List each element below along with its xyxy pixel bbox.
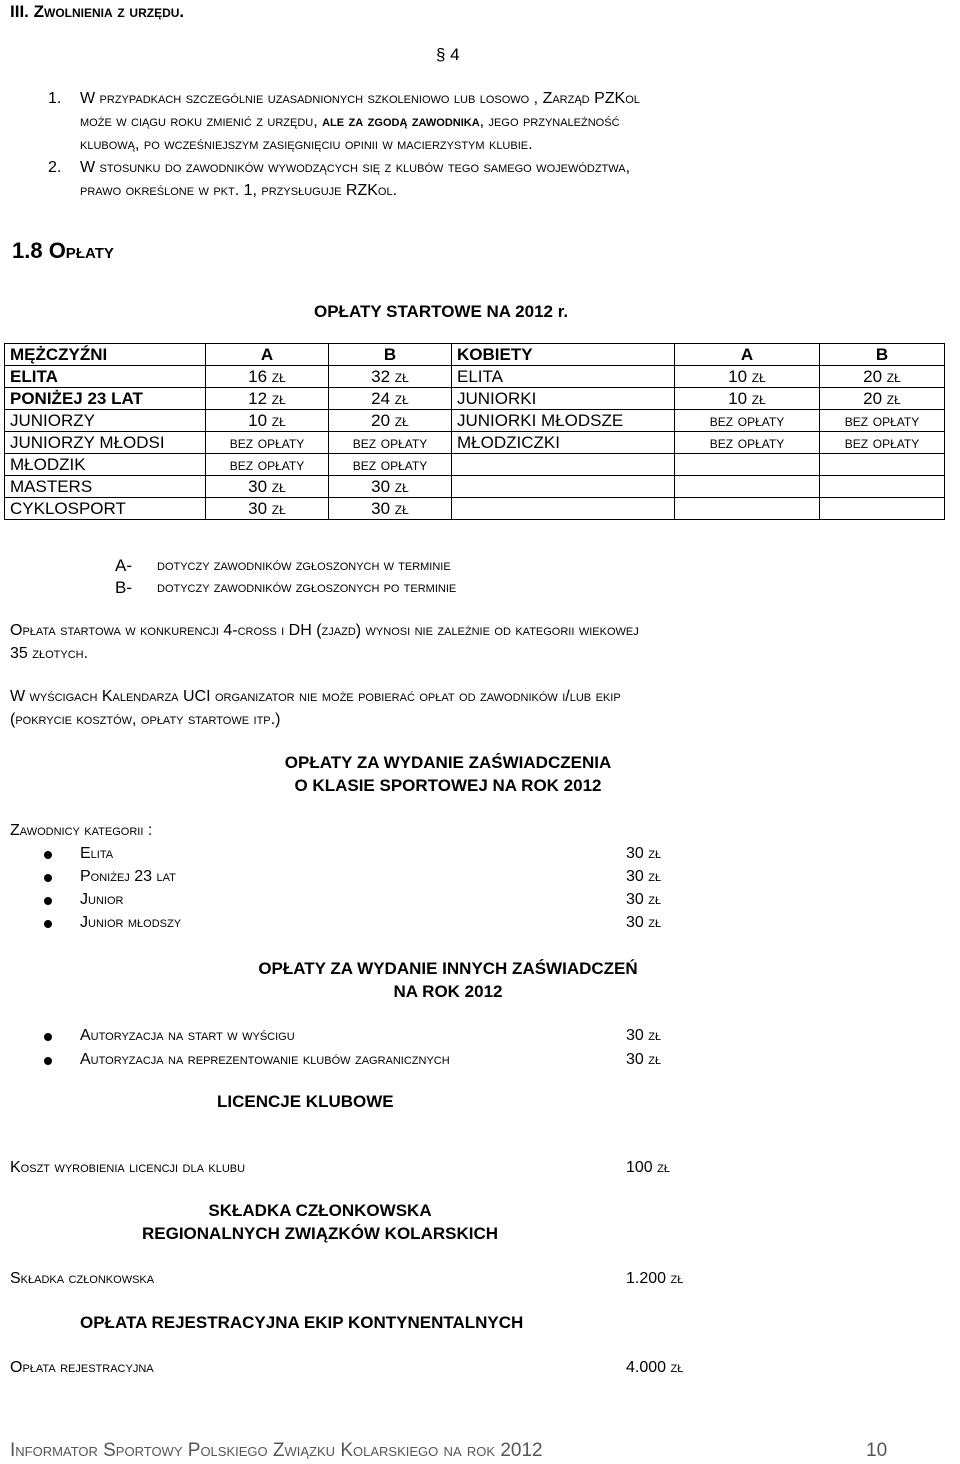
- header-men-a: A: [206, 344, 329, 366]
- table-cell: 30 zł: [206, 476, 329, 498]
- other-item-label: Autoryzacja na reprezentowanie klubów zagranicznych: [80, 1051, 450, 1068]
- table-cell: 30 zł: [329, 498, 452, 520]
- table-cell: PONIŻEJ 23 LAT: [5, 388, 206, 410]
- table-cell: bez opłaty: [329, 432, 452, 454]
- cert-item-label: Poniżej 23 lat: [80, 868, 176, 885]
- licence-price: 100 zł: [626, 1159, 670, 1176]
- table-row: [5, 498, 945, 520]
- table-cell: [675, 476, 820, 498]
- legend-text-b: dotyczy zawodników zgłoszonych po terminie: [157, 579, 457, 596]
- footer-text: Informator Sportowy Polskiego Związku Kolarskiego na rok 2012: [10, 1440, 543, 1461]
- table-cell: [675, 498, 820, 520]
- membership-label: Składka członkowska: [10, 1270, 155, 1287]
- section-heading: III. Zwolnienia z urzędu.: [10, 2, 185, 21]
- page-number: 10: [866, 1440, 888, 1461]
- header-men: MĘŻCZYŹNI: [5, 344, 206, 366]
- table-cell: 20 zł: [820, 388, 945, 410]
- cert-item-label: Junior młodszy: [80, 914, 182, 931]
- table-cell: 32 zł: [329, 366, 452, 388]
- table-cell: [452, 454, 675, 476]
- note-uci-line-2: (pokrycie kosztów, opłaty startowe itp.): [10, 711, 281, 728]
- table-cell: [820, 498, 945, 520]
- cert-item-price: 30 zł: [626, 891, 662, 908]
- other-item-label: Autoryzacja na start w wyścigu: [80, 1027, 295, 1044]
- header-women-a: A: [675, 344, 820, 366]
- table-cell: bez opłaty: [206, 454, 329, 476]
- fees-title: OPŁATY STARTOWE NA 2012 r.: [314, 302, 569, 321]
- cert-item-label: Junior: [80, 891, 124, 908]
- table-cell: 24 zł: [329, 388, 452, 410]
- cert-title-line-1: OPŁATY ZA WYDANIE ZAŚWIADCZENIA: [284, 753, 612, 772]
- licence-label: Koszt wyrobienia licencji dla klubu: [10, 1159, 246, 1176]
- table-cell: bez opłaty: [675, 410, 820, 432]
- point-1-line-1: W przypadkach szczególnie uzasadnionych szkoleniowo lub losowo , Zarząd PZKol: [80, 90, 640, 107]
- table-cell: CYKLOSPORT: [5, 498, 206, 520]
- table-row: [5, 454, 945, 476]
- legend-key-a: A-: [115, 556, 132, 575]
- bullet-icon: [44, 1033, 52, 1041]
- cert-item-price: 30 zł: [626, 914, 662, 931]
- table-cell: MASTERS: [5, 476, 206, 498]
- other-item-price: 30 zł: [626, 1051, 662, 1068]
- cert-item-price: 30 zł: [626, 845, 662, 862]
- header-women-b: B: [820, 344, 945, 366]
- table-cell: MŁODZICZKI: [452, 432, 675, 454]
- note-4cross-line-2: 35 złotych.: [10, 645, 89, 662]
- header-men-b: B: [329, 344, 452, 366]
- point-1-line-3: klubową, po wcześniejszym zasięgnięciu opinii w macierzystym klubie.: [80, 136, 533, 153]
- bullet-icon: [44, 851, 52, 859]
- header-women: KOBIETY: [452, 344, 675, 366]
- table-cell: [820, 454, 945, 476]
- point-1-line-2-end: , jego przynależność: [479, 113, 620, 130]
- table-cell: 10 zł: [675, 366, 820, 388]
- point-1-line-2-bold: ale za zgodą zawodnika: [322, 113, 480, 130]
- point-1-number: 1.: [48, 90, 62, 107]
- membership-title-line-1: SKŁADKA CZŁONKOWSKA: [208, 1201, 432, 1220]
- table-row: [5, 388, 945, 410]
- table-row: [5, 476, 945, 498]
- other-title-line-2: NA ROK 2012: [393, 982, 503, 1001]
- table-cell: 20 zł: [329, 410, 452, 432]
- table-cell: 30 zł: [206, 498, 329, 520]
- table-cell: 12 zł: [206, 388, 329, 410]
- table-cell: 10 zł: [675, 388, 820, 410]
- table-cell: MŁODZIK: [5, 454, 206, 476]
- table-cell: [820, 476, 945, 498]
- point-1-line-2-start: może w ciągu roku zmienić z urzędu,: [80, 113, 323, 130]
- bullet-icon: [44, 897, 52, 905]
- point-2-number: 2.: [48, 159, 62, 176]
- cert-item-label: Elita: [80, 845, 114, 862]
- table-cell: 30 zł: [329, 476, 452, 498]
- legend-key-b: B-: [115, 578, 132, 597]
- table-row: [5, 432, 945, 454]
- table-cell: bez opłaty: [329, 454, 452, 476]
- table-cell: 16 zł: [206, 366, 329, 388]
- registration-label: Opłata rejestracyjna: [10, 1359, 154, 1376]
- table-cell: bez opłaty: [675, 432, 820, 454]
- bullet-icon: [44, 920, 52, 928]
- licence-title: LICENCJE KLUBOWE: [217, 1092, 394, 1111]
- point-1-line-2: [80, 113, 620, 131]
- table-cell: JUNIORKI: [452, 388, 675, 410]
- note-uci-line-1: W wyścigach Kalendarza UCI organizator nie może pobierać opłat od zawodników i/lub ekip: [10, 688, 621, 705]
- table-cell: ELITA: [5, 366, 206, 388]
- table-row: [5, 366, 945, 388]
- point-2-line-2: prawo określone w pkt. 1, przysługuje RZKol.: [80, 182, 398, 199]
- table-cell: JUNIORZY: [5, 410, 206, 432]
- paragraph-sign: § 4: [436, 45, 460, 64]
- note-4cross-line-1: Opłata startowa w konkurencji 4-cross i DH (zjazd) wynosi nie zależnie od kategorii wiekowej: [10, 622, 639, 639]
- membership-title-line-2: REGIONALNYCH ZWIĄZKÓW KOLARSKICH: [141, 1224, 499, 1243]
- table-cell: JUNIORKI MŁODSZE: [452, 410, 675, 432]
- table-row: [5, 410, 945, 432]
- cert-title-line-2: O KLASIE SPORTOWEJ NA ROK 2012: [294, 776, 602, 795]
- table-cell: [452, 498, 675, 520]
- cert-item-price: 30 zł: [626, 868, 662, 885]
- table-cell: 10 zł: [206, 410, 329, 432]
- registration-price: 4.000 zł: [626, 1359, 684, 1376]
- membership-price: 1.200 zł: [626, 1270, 684, 1287]
- table-cell: 20 zł: [820, 366, 945, 388]
- legend-text-a: dotyczy zawodników zgłoszonych w terminie: [157, 557, 451, 574]
- table-cell: bez opłaty: [820, 410, 945, 432]
- other-item-price: 30 zł: [626, 1027, 662, 1044]
- bullet-icon: [44, 1057, 52, 1065]
- table-cell: bez opłaty: [820, 432, 945, 454]
- table-cell: [675, 454, 820, 476]
- table-cell: JUNIORZY MŁODSI: [5, 432, 206, 454]
- other-title-line-1: OPŁATY ZA WYDANIE INNYCH ZAŚWIADCZEŃ: [258, 959, 638, 978]
- table-cell: bez opłaty: [206, 432, 329, 454]
- table-cell: [452, 476, 675, 498]
- point-2-line-1: W stosunku do zawodników wywodzących się z klubów tego samego województwa,: [80, 159, 631, 176]
- table-cell: ELITA: [452, 366, 675, 388]
- bullet-icon: [44, 874, 52, 882]
- registration-title: OPŁATA REJESTRACYJNA EKIP KONTYNENTALNYCH: [80, 1313, 524, 1332]
- fees-table-header: [5, 344, 945, 366]
- fees-table: [4, 343, 945, 520]
- chapter-title: 1.8 Opłaty: [12, 238, 114, 263]
- cert-intro: Zawodnicy kategorii :: [10, 822, 153, 839]
